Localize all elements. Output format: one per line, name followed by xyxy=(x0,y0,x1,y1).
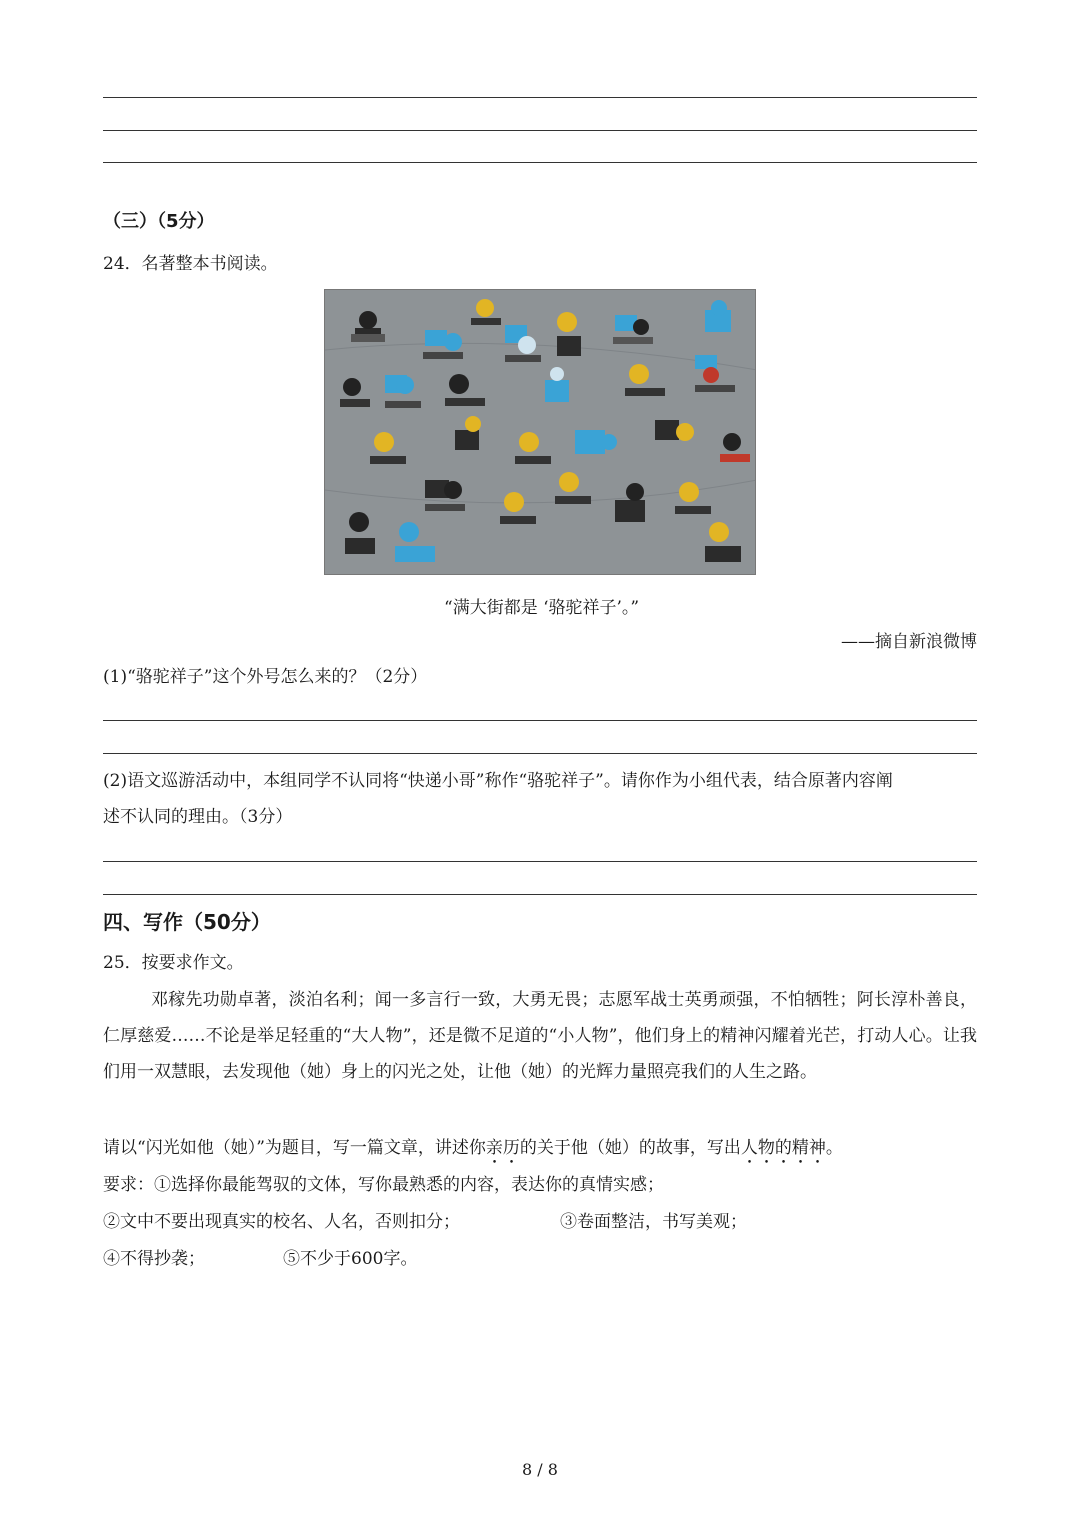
essay-material-paragraph: 邓稼先功勋卓著，淡泊名利；闻一多言行一致，大勇无畏；志愿军战士英勇顽强，不怕牺牲；阿长淳朴善良，仁厚慈爱……不论是举足轻重的“大人物”，还是微不足道的“小人物”，他们身上的精神闪耀着光芒，打动人心。让我们用一双慧眼，去发现他（她）身上的闪光之处，让他（她）的光辉力量照亮我们的人生之路。 xyxy=(103,990,977,1082)
question-24-2-line1: (2)语文巡游活动中，本组同学不认同将“快递小哥”称作“骆驼祥子”。请你作为小组代表，结合原著内容阐 xyxy=(103,771,893,791)
requirement-1: 要求：①选择你最能驾驭的文体，写你最熟悉的内容，表达你的真情实感； xyxy=(103,1175,664,1195)
page-number: 8 / 8 xyxy=(522,1460,558,1479)
answer-line xyxy=(103,861,977,862)
question-24-2-line2: 述不认同的理由。（3分） xyxy=(103,807,293,827)
answer-line xyxy=(103,894,977,895)
answer-line xyxy=(103,97,977,98)
essay-prompt-part: 的关于他（她）的故事，写出 xyxy=(519,1138,741,1158)
essay-prompt-emphasis: 人物的精神 xyxy=(740,1138,826,1158)
photo-caption: “满大街都是 ‘骆驼祥子’。” xyxy=(444,598,640,618)
essay-prompt-part: 请以“闪光如他（她）”为题目，写一篇文章，讲述你 xyxy=(103,1138,486,1158)
question-24-1: (1)“骆驼祥子”这个外号怎么来的？（2分） xyxy=(103,667,428,687)
answer-line xyxy=(103,162,977,163)
photo-source: ——摘自新浪微博 xyxy=(841,632,977,652)
requirement-3: ③卷面整洁，书写美观； xyxy=(560,1212,747,1232)
section-heading-4: 四、写作（50分） xyxy=(103,910,271,934)
answer-line xyxy=(103,720,977,721)
essay-prompt-emphasis: 亲历 xyxy=(485,1138,520,1158)
question-25-title: 25．按要求作文。 xyxy=(103,953,244,973)
requirement-5: ⑤不少于600字。 xyxy=(283,1249,418,1269)
question-24-title: 24．名著整本书阅读。 xyxy=(103,254,278,274)
requirement-4: ④不得抄袭； xyxy=(103,1249,205,1269)
answer-line xyxy=(103,753,977,754)
delivery-riders-photo xyxy=(324,289,756,575)
essay-prompt-part: 。 xyxy=(825,1138,843,1158)
section-heading-3: （三）（5分） xyxy=(103,211,215,232)
requirement-2: ②文中不要出现真实的校名、人名，否则扣分； xyxy=(103,1212,460,1232)
answer-line xyxy=(103,130,977,131)
essay-prompt xyxy=(103,1136,843,1168)
riders-illustration xyxy=(325,290,756,575)
